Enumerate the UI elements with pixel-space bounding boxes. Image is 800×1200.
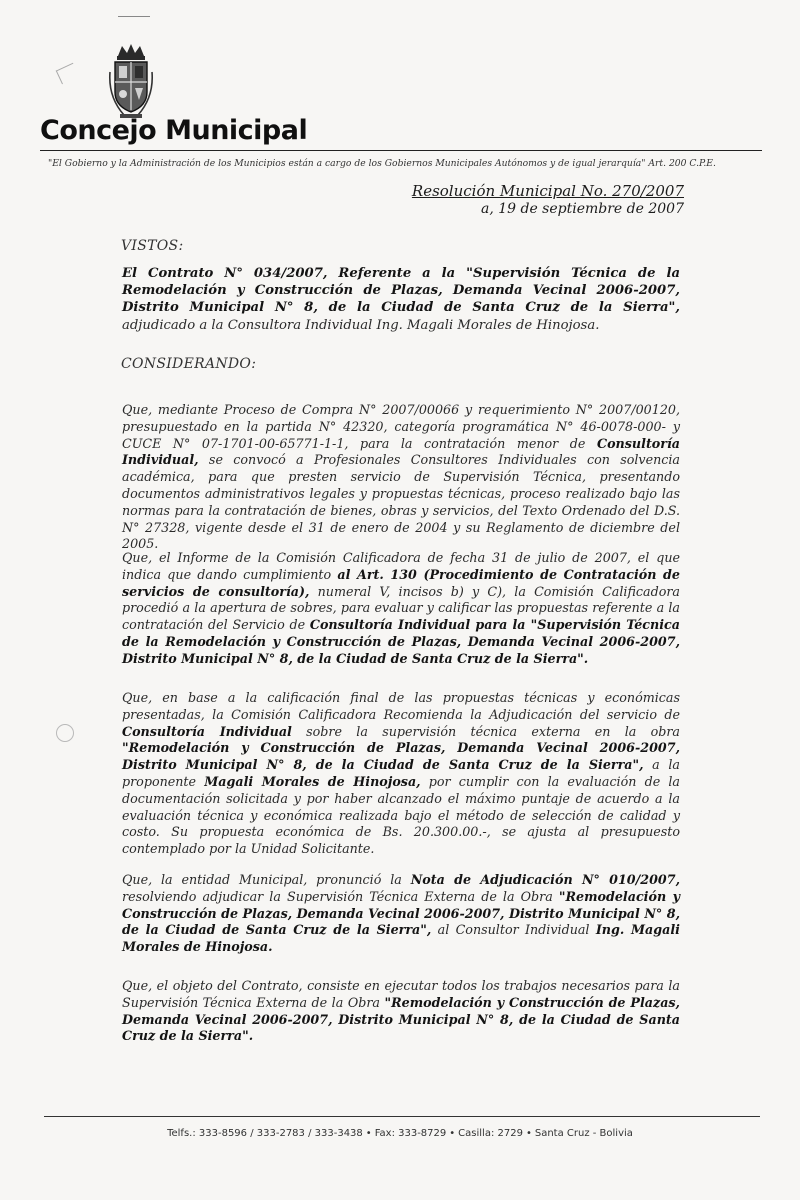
footer-casilla: Casilla: 2729 <box>458 1128 523 1139</box>
paragraph-text: Que, mediante Proceso de Compra N° 2007/00066 y requerimiento N° 2007/00120, presupuestado en la partida N° 42320, categoría programática N° 46-0078-000- y CUCE N° 07-1701-00-65771-1-1, para la contratación menor de <box>122 402 680 451</box>
paragraph-text: Que, el objeto del Contrato, consiste en ejecutar todos los trabajos necesarios para la Supervisión Técnica Externa de la Obra <box>122 978 680 1010</box>
footer-fax: Fax: 333-8729 <box>374 1128 447 1139</box>
vistos-heading: VISTOS: <box>121 238 184 254</box>
punch-hole <box>56 724 74 742</box>
considerando-paragraph-5 <box>122 978 680 1045</box>
paragraph-text: Que, el Informe de la Comisión Calificadora de fecha 31 de julio de 2007, el que indica que dando cumplimiento <box>122 550 680 582</box>
header-motto: "El Gobierno y la Administración de los Municipios están a cargo de los Gobiernos Municipales Autónomos y de igual jerarquía" Art. 200 C.P.E. <box>48 158 716 169</box>
paragraph-text: Que, la entidad Municipal, pronunció la <box>122 872 411 887</box>
paragraph-text: al Consultor Individual <box>431 922 596 938</box>
paragraph-bold-text: "Remodelación y Construcción de Plazas, Demanda Vecinal 2006-2007, Distrito Municipal N° 8, de la Ciudad de Santa Cruz de la Sierra", <box>122 740 680 773</box>
paragraph-bold-text: al Art. 130 (Procedimiento de Contratación de servicios de consultoría), <box>122 566 680 599</box>
considerando-paragraph-3 <box>122 690 680 858</box>
resolution-number: Resolución Municipal No. 270/2007 <box>411 182 684 200</box>
considerando-paragraph-1 <box>122 402 680 553</box>
coat-of-arms-icon <box>106 42 156 120</box>
vistos-bold-text: El Contrato N° 034/2007, Referente a la "Supervisión Técnica de la Remodelación y Construcción de Plazas, Demanda Vecinal 2006-2007, Distrito Municipal N° 8, de la Ciudad de Santa Cruz de la Sierra", <box>122 266 680 316</box>
paragraph-text: por cumplir con la evaluación de la documentación solicitada y por haber alcanzado el máximo puntaje de acuerdo a la evaluación técnica y económica realizada bajo el método de selección de calidad y costo. Su propuesta económica de Bs. 20.300.00.-, se ajusta al presupuesto contemplado por la Unidad Solicitante. <box>122 773 681 857</box>
footer-phones: Telfs.: 333-8596 / 333-2783 / 333-3438 <box>167 1128 363 1139</box>
paragraph-bold-text: Ing. Magali Morales de Hinojosa. <box>122 922 680 955</box>
footer-contact: Telfs.: 333-8596 / 333-2783 / 333-3438 • Fax: 333-8729 • Casilla: 2729 • Santa Cruz - Bolivia <box>167 1128 633 1139</box>
paragraph-text: Que, en base a la calificación final de las propuestas técnicas y económicas presentadas, la Comisión Calificadora Recomienda la Adjudicación del servicio de <box>122 690 680 722</box>
paragraph-text: resolviendo adjudicar la Supervisión Técnica Externa de la Obra <box>122 888 559 904</box>
organization-name: Concejo Municipal <box>40 115 308 146</box>
paragraph-bold-text: "Remodelación y Construcción de Plazas, Demanda Vecinal 2006-2007, Distrito Municipal N° 8, de la Ciudad de Santa Cruz de la Sierra". <box>122 994 680 1044</box>
scan-artifact <box>56 63 80 85</box>
vistos-text: adjudicado a la Consultora Individual Ing. Magali Morales de Hinojosa. <box>122 317 600 333</box>
considerando-paragraph-4 <box>122 872 680 956</box>
vistos-paragraph <box>122 265 680 334</box>
footer-divider <box>44 1116 760 1117</box>
considerando-paragraph-2 <box>122 550 680 668</box>
paragraph-bold-text: Nota de Adjudicación N° 010/2007, <box>410 872 680 887</box>
paragraph-bold-text: "Remodelación y Construcción de Plazas, Demanda Vecinal 2006-2007, Distrito Municipal N° 8, de la Ciudad de Santa Cruz de la Sierra", <box>122 888 681 938</box>
paragraph-bold-text: Consultoría Individual <box>122 723 292 739</box>
paragraph-text: se convocó a Profesionales Consultores Individuales con solvencia académica, para que presten servicio de Supervisión Técnica, presentando documentos administrativos legales y propuestas técnicas, proceso realizado bajo las normas para la contratación de bienes, obras y servicios, del Texto Ordenado del D.S. N° 27328, vigente desde el 31 de enero de 2004 y su Reglamento de diciembre del 2005. <box>122 452 680 552</box>
paragraph-bold-text: Consultoría Individual, <box>122 435 680 468</box>
header-divider <box>40 150 762 151</box>
paragraph-bold-text: Consultoría Individual para la "Supervisión Técnica de la Remodelación y Construcción de Plazas, Demanda Vecinal 2006-2007, Distrito Municipal N° 8, de la Ciudad de Santa Cruz de la Sierra". <box>122 617 680 666</box>
resolution-date: a, 19 de septiembre de 2007 <box>480 201 684 217</box>
scan-artifact <box>118 16 150 17</box>
paragraph-text: a la proponente <box>122 757 680 789</box>
footer-city: Santa Cruz - Bolivia <box>534 1128 633 1139</box>
paragraph-text: numeral V, incisos b) y C), la Comisión Calificadora procedió a la apertura de sobres, para evaluar y calificar las propuestas referente a la contratación del Servicio de <box>122 583 680 633</box>
paragraph-text: sobre la supervisión técnica externa en la obra <box>291 723 680 739</box>
paragraph-bold-text: Magali Morales de Hinojosa, <box>204 773 421 789</box>
considerando-heading: CONSIDERANDO: <box>121 356 257 372</box>
